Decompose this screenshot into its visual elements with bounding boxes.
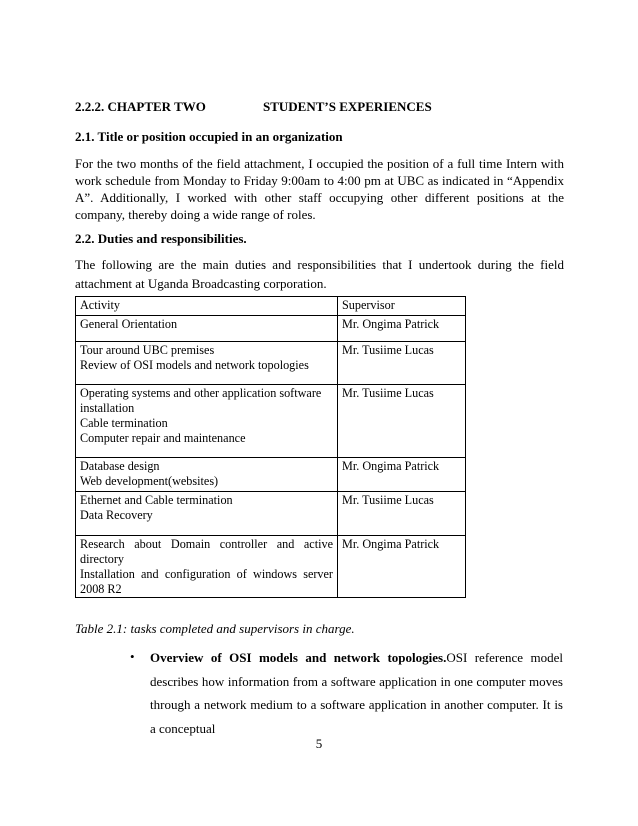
section-title-duties: 2.2. Duties and responsibilities. (75, 231, 247, 246)
activity-cell (76, 458, 338, 492)
header-activity: Activity (76, 297, 338, 316)
table-row (76, 492, 466, 536)
table-row (76, 385, 466, 458)
bullet-paragraph (150, 646, 563, 740)
activity-cell (76, 536, 338, 598)
activity-cell (76, 316, 338, 342)
activity-line: Computer repair and maintenance (80, 431, 246, 445)
supervisor-cell: Mr. Ongima Patrick (338, 458, 466, 492)
activity-line: Cable termination (80, 416, 168, 430)
table-row (76, 536, 466, 598)
bullet-bold-lead: Overview of OSI models and network topologies. (150, 650, 447, 665)
activity-cell (76, 385, 338, 458)
bullet-icon: • (130, 649, 135, 664)
supervisor-cell: Mr. Tusiime Lucas (338, 342, 466, 385)
paragraph-duties: The following are the main duties and responsibilities that I undertook during the field attachment at Uganda Broadcasting corporation. (75, 257, 564, 291)
supervisor-cell: Mr. Tusiime Lucas (338, 492, 466, 536)
table-row (76, 342, 466, 385)
supervisor-cell: Mr. Tusiime Lucas (338, 385, 466, 458)
paragraph-position: For the two months of the field attachment, I occupied the position of a full time Intern with work schedule from Monday to Friday 9:00am to 4:00 pm at UBC as indicated in “Appendix A”. Additionally, I worked with other staff occupying other different positions at the company, thereby doing a wide range of roles. (75, 156, 564, 222)
supervisor-cell: Mr. Ongima Patrick (338, 316, 466, 342)
activity-line: Ethernet and Cable termination (80, 493, 233, 507)
activity-line: Web development(websites) (80, 474, 219, 488)
activity-cell (76, 492, 338, 536)
activity-cell (76, 342, 338, 385)
header-supervisor: Supervisor (338, 297, 466, 316)
table-caption: Table 2.1: tasks completed and supervisors in charge. (75, 621, 355, 636)
chapter-heading (75, 99, 432, 115)
activity-line: Research about Domain controller and active directory (80, 537, 333, 566)
chapter-number: 2.2.2. CHAPTER TWO (75, 99, 206, 114)
activity-line: Database design (80, 459, 160, 473)
chapter-title: STUDENT’S EXPERIENCES (263, 99, 432, 114)
table-header-row (76, 297, 466, 316)
section-title-position: 2.1. Title or position occupied in an organization (75, 129, 343, 144)
activity-line: General Orientation (80, 317, 178, 331)
duties-table (75, 296, 466, 598)
activity-line: Data Recovery (80, 508, 153, 522)
supervisor-cell: Mr. Ongima Patrick (338, 536, 466, 598)
table-row (76, 458, 466, 492)
bullet-body: OSI reference model describes how information from a software application in one computer moves through a network medium to a software application in another computer. It is a conceptual (150, 650, 563, 736)
page-number: 5 (315, 736, 323, 751)
table-row (76, 316, 466, 342)
activity-line: Tour around UBC premises (80, 343, 215, 357)
activity-line: Operating systems and other application software installation (80, 386, 322, 415)
activity-line: Review of OSI models and network topologies (80, 358, 309, 372)
activity-line: Installation and configuration of windows server 2008 R2 (80, 567, 333, 596)
